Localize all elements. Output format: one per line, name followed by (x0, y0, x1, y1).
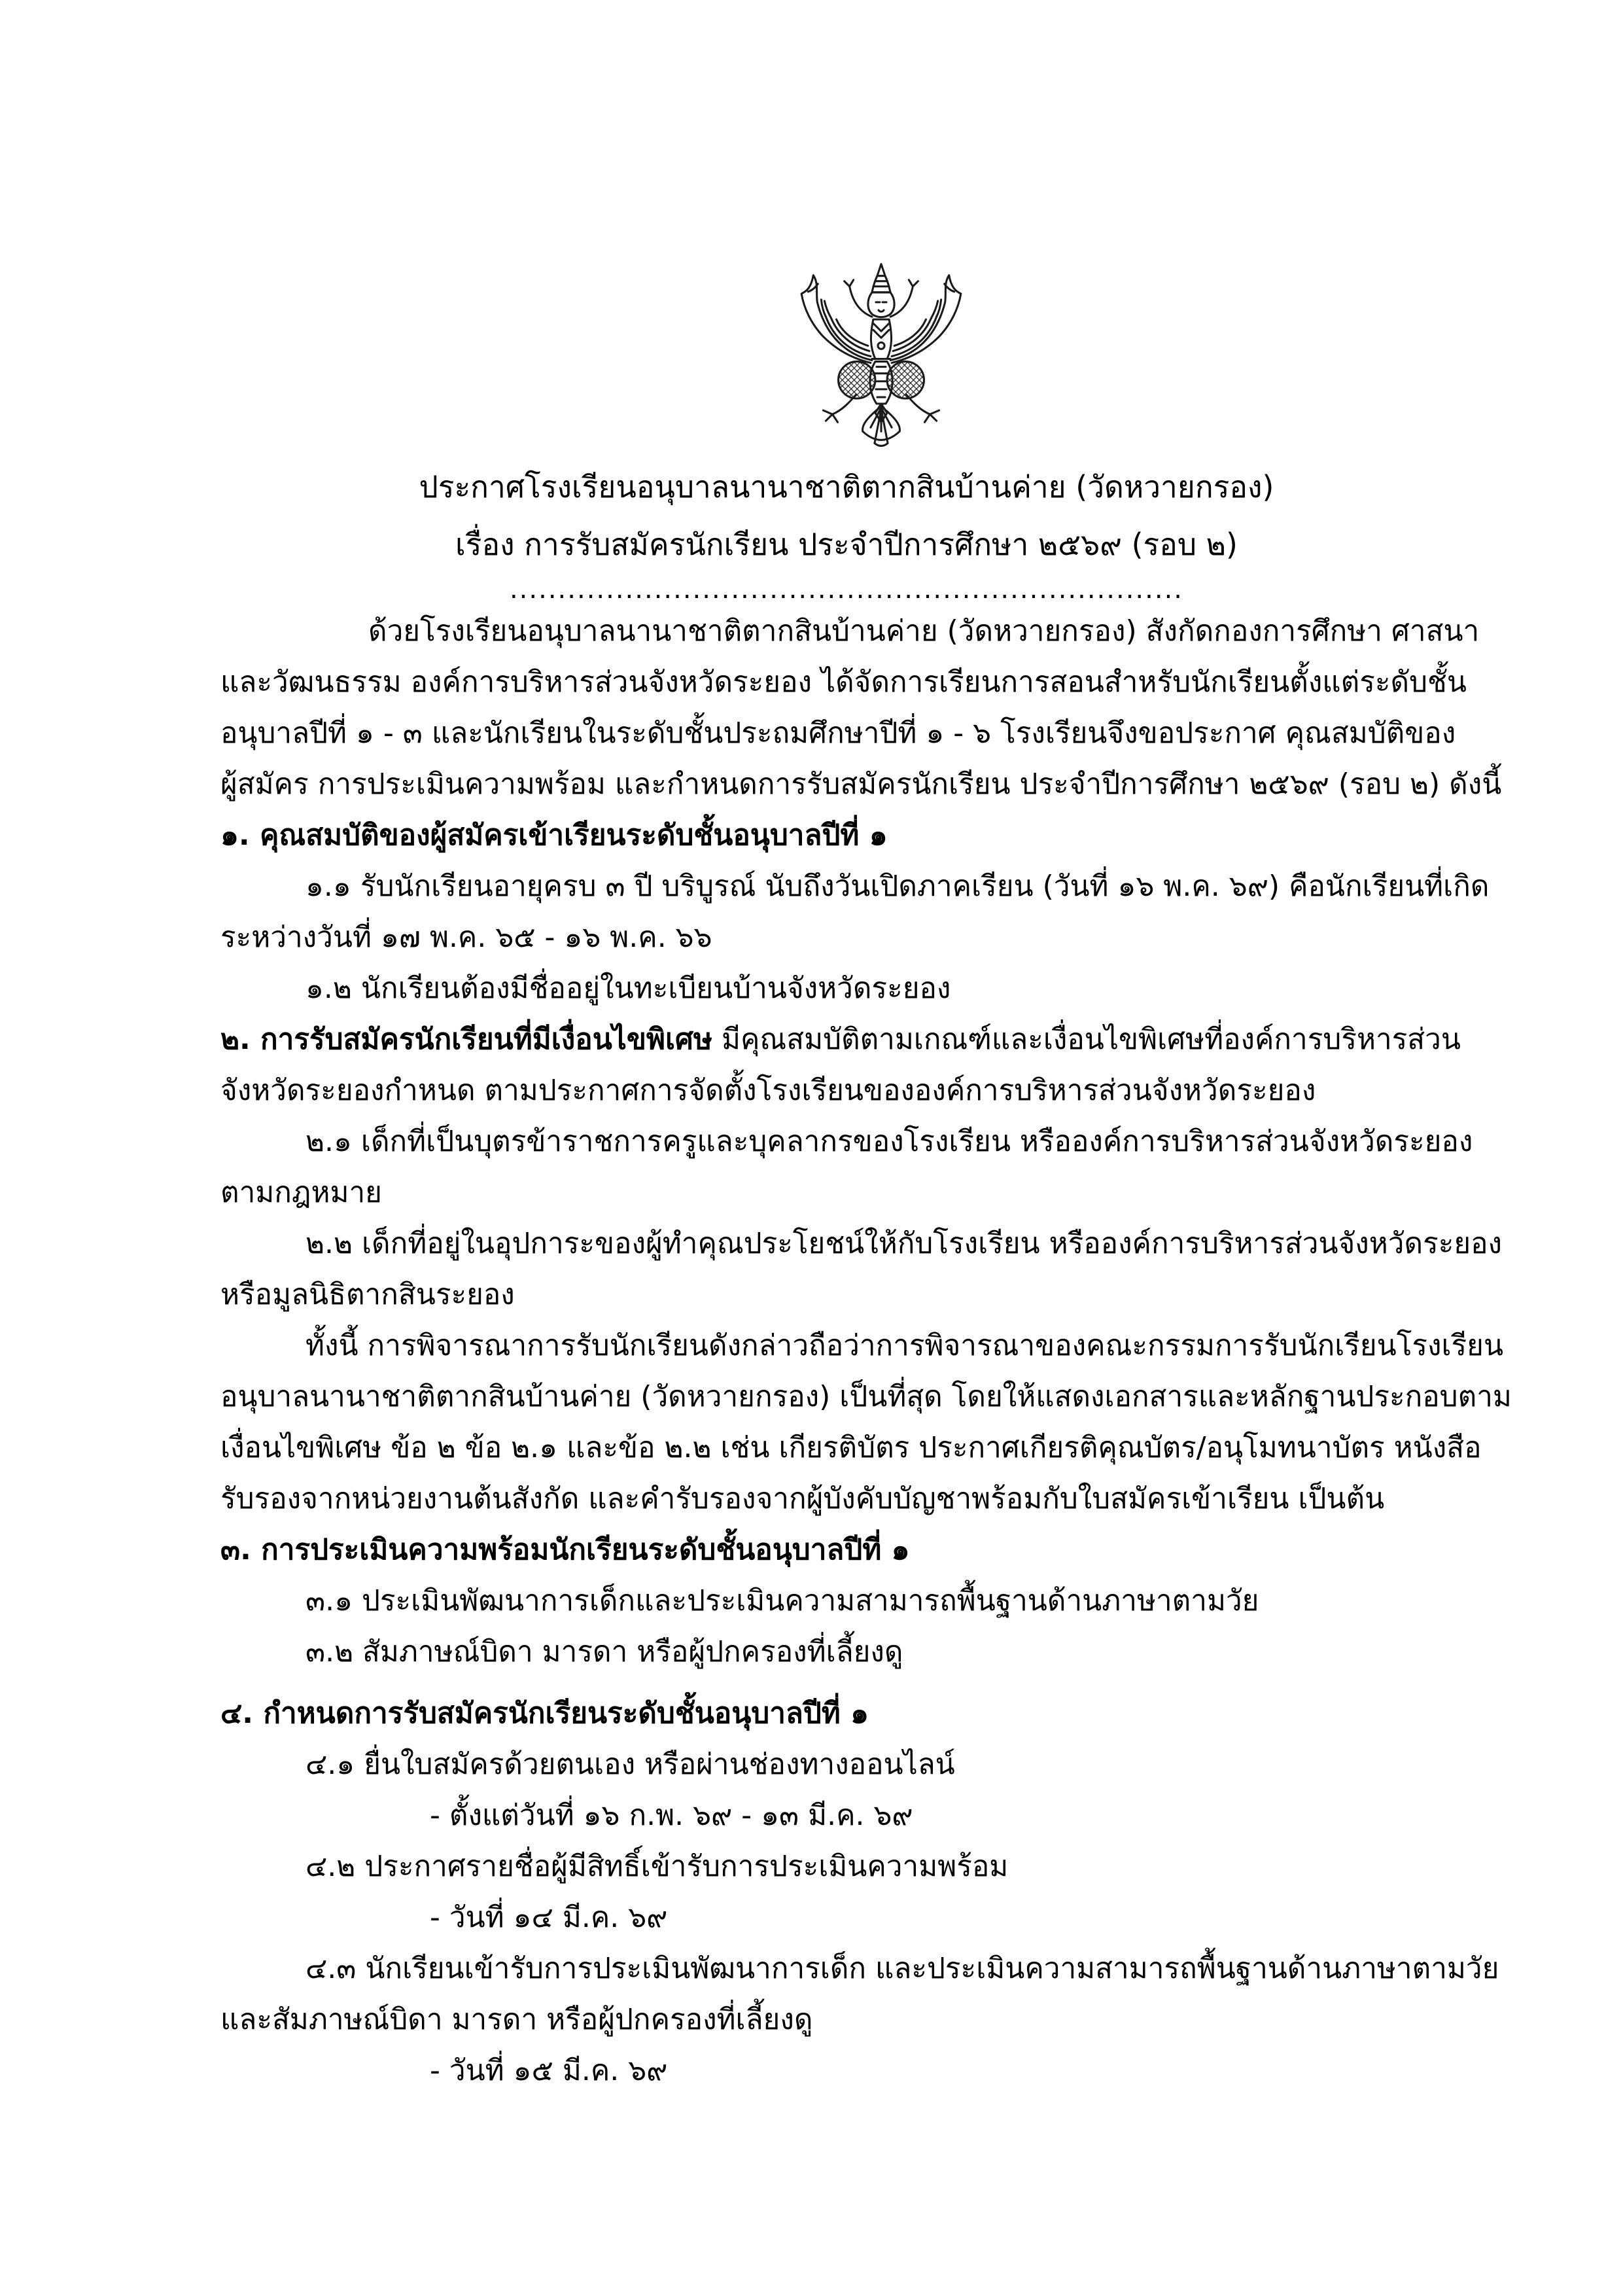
text-line (220, 708, 1473, 759)
text-segment: อนุบาลนานาชาติตากสินบ้านค่าย (วัดหวายกรอง) เป็นที่สุด โดยให้แสดงเอกสารและหลักฐานประกอบตาม (220, 1380, 1512, 1413)
text-line (220, 1841, 1473, 1892)
text-segment: ๓.๒ สัมภาษณ์บิดา มารดา หรือผู้ปกครองที่เลี้ยงดู (305, 1635, 903, 1669)
text-line (220, 606, 1480, 657)
text-segment: ๔.๒ ประกาศรายชื่อผู้มีสิทธิ์เข้ารับการประเมินความพร้อม (305, 1850, 1009, 1883)
document-title-line2: เรื่อง การรับสมัครนักเรียน ประจำปีการศึกษา ๒๕๖๙ (รอบ ๒) (455, 527, 1238, 562)
text-segment: รับรองจากหน่วยงานต้นสังกัด และคำรับรองจากผู้บังคับบัญชาพร้อมกับใบสมัครเข้าเรียน เป็นต้น (220, 1482, 1385, 1515)
text-line (220, 657, 1473, 708)
text-line (220, 2045, 1473, 2096)
text-segment: จังหวัดระยองกำหนด ตามประกาศการจัดตั้งโรงเรียนขององค์การบริหารส่วนจังหวัดระยอง (220, 1074, 1316, 1107)
text-segment: ด้วยโรงเรียนอนุบาลนานาชาติตากสินบ้านค่าย (วัดหวายกรอง) สังกัดกองการศึกษา ศาสนา (368, 614, 1480, 648)
text-segment: หรือมูลนิธิตากสินระยอง (220, 1278, 515, 1311)
text-line (220, 1576, 1473, 1627)
text-line (220, 1167, 1473, 1218)
document-title-line1: ประกาศโรงเรียนอนุบาลนานาชาติตากสินบ้านค่าย (วัดหวายกรอง) (419, 469, 1274, 504)
text-line (220, 1269, 1473, 1320)
text-segment: ๒.๑ เด็กที่เป็นบุตรข้าราชการครูและบุคลากรของโรงเรียน หรือองค์การบริหารส่วนจังหวัดระยอง (305, 1125, 1473, 1158)
text-segment: และวัฒนธรรม องค์การบริหารส่วนจังหวัดระยอง ได้จัดการเรียนการสอนสำหรับนักเรียนตั้งแต่ระดับชั้น (220, 665, 1467, 699)
text-line (220, 1422, 1482, 1474)
text-line (220, 1790, 1473, 1841)
text-segment: ผู้สมัคร การประเมินความพร้อม และกำหนดการรับสมัครนักเรียน ประจำปีการศึกษา ๒๕๖๙ (รอบ ๒) ดังนี้ (220, 768, 1502, 801)
text-segment: - ตั้งแต่วันที่ ๑๖ ก.พ. ๖๙ - ๑๓ มี.ค. ๖๙ (430, 1799, 913, 1832)
bold-text-segment: ๑. คุณสมบัติของผู้สมัครเข้าเรียนระดับชั้นอนุบาลปีที่ ๑ (220, 819, 888, 852)
text-line (220, 759, 1502, 810)
text-segment: ๑.๑ รับนักเรียนอายุครบ ๓ ปี บริบูรณ์ นับถึงวันเปิดภาคเรียน (วันที่ ๑๖ พ.ค. ๖๙) คือนักเรียนที่เกิด (305, 870, 1490, 903)
text-line (220, 1320, 1504, 1371)
text-line (220, 1218, 1503, 1269)
text-segment: - วันที่ ๑๔ มี.ค. ๖๙ (430, 1901, 668, 1934)
bold-text-segment: ๔. กำหนดการรับสมัครนักเรียนระดับชั้นอนุบาลปีที่ ๑ (220, 1697, 869, 1730)
text-segment: ๔.๓ นักเรียนเข้ารับการประเมินพัฒนาการเด็ก และประเมินความสามารถพื้นฐานด้านภาษาตามวัย (305, 1952, 1499, 1985)
document-text (220, 606, 1512, 2096)
section-heading-line (220, 1014, 1473, 1065)
text-segment: ๓.๑ ประเมินพัฒนาการเด็กและประเมินความสามารถพื้นฐานด้านภาษาตามวัย (305, 1584, 1259, 1617)
text-segment: อนุบาลปีที่ ๑ - ๓ และนักเรียนในระดับชั้นประถมศึกษาปีที่ ๑ - ๖ โรงเรียนจึงขอประกาศ คุณสมบัติของ (220, 716, 1456, 750)
garuda-emblem-icon (789, 260, 973, 450)
text-segment: ๔.๑ ยื่นใบสมัครด้วยตนเอง หรือผ่านช่องทางออนไลน์ (305, 1748, 955, 1781)
bold-text-segment: ๒. การรับสมัครนักเรียนที่มีเงื่อนไขพิเศษ (220, 1023, 712, 1056)
text-line (220, 912, 1473, 963)
text-line (220, 1627, 1473, 1678)
text-line (220, 963, 1473, 1014)
text-segment: และสัมภาษณ์บิดา มารดา หรือผู้ปกครองที่เลี้ยงดู (220, 2003, 813, 2036)
document-body (220, 458, 1512, 2096)
text-segment: ๑.๒ นักเรียนต้องมีชื่ออยู่ในทะเบียนบ้านจังหวัดระยอง (305, 972, 951, 1005)
text-segment: ทั้งนี้ การพิจารณาการรับนักเรียนดังกล่าวถือว่าการพิจารณาของคณะกรรมการรับนักเรียนโรงเรียน (305, 1329, 1504, 1362)
section-heading-line (220, 1688, 1473, 1739)
section-heading-line (220, 1525, 1473, 1576)
text-segment: ระหว่างวันที่ ๑๗ พ.ค. ๖๕ - ๑๖ พ.ค. ๖๖ (220, 921, 712, 954)
text-line (220, 1994, 1473, 2045)
text-line (220, 1892, 1473, 1943)
text-line (220, 1474, 1473, 1525)
dotted-separator: ...................................................................... (509, 574, 1184, 605)
text-segment: ตามกฎหมาย (220, 1176, 382, 1209)
text-segment: ๒.๒ เด็กที่อยู่ในอุปการะของผู้ทำคุณประโยชน์ให้กับโรงเรียน หรือองค์การบริหารส่วนจังหวัดระยอง (305, 1227, 1503, 1260)
section-heading-line (220, 810, 1473, 861)
text-segment: มีคุณสมบัติตามเกณฑ์และเงื่อนไขพิเศษที่องค์การบริหารส่วน (712, 1023, 1461, 1056)
bold-text-segment: ๓. การประเมินความพร้อมนักเรียนระดับชั้นอนุบาลปีที่ ๑ (220, 1533, 910, 1566)
text-line (220, 1065, 1473, 1116)
text-line (220, 861, 1490, 912)
text-line (220, 1116, 1473, 1167)
text-line (220, 1739, 1473, 1790)
text-segment: - วันที่ ๑๕ มี.ค. ๖๙ (430, 2054, 668, 2087)
text-line (220, 1943, 1499, 1994)
text-segment: เงื่อนไขพิเศษ ข้อ ๒ ข้อ ๒.๑ และข้อ ๒.๒ เช่น เกียรติบัตร ประกาศเกียรติคุณบัตร/อนุโมทนาบัตร หนังสือ (220, 1431, 1482, 1464)
text-line (220, 1371, 1512, 1422)
